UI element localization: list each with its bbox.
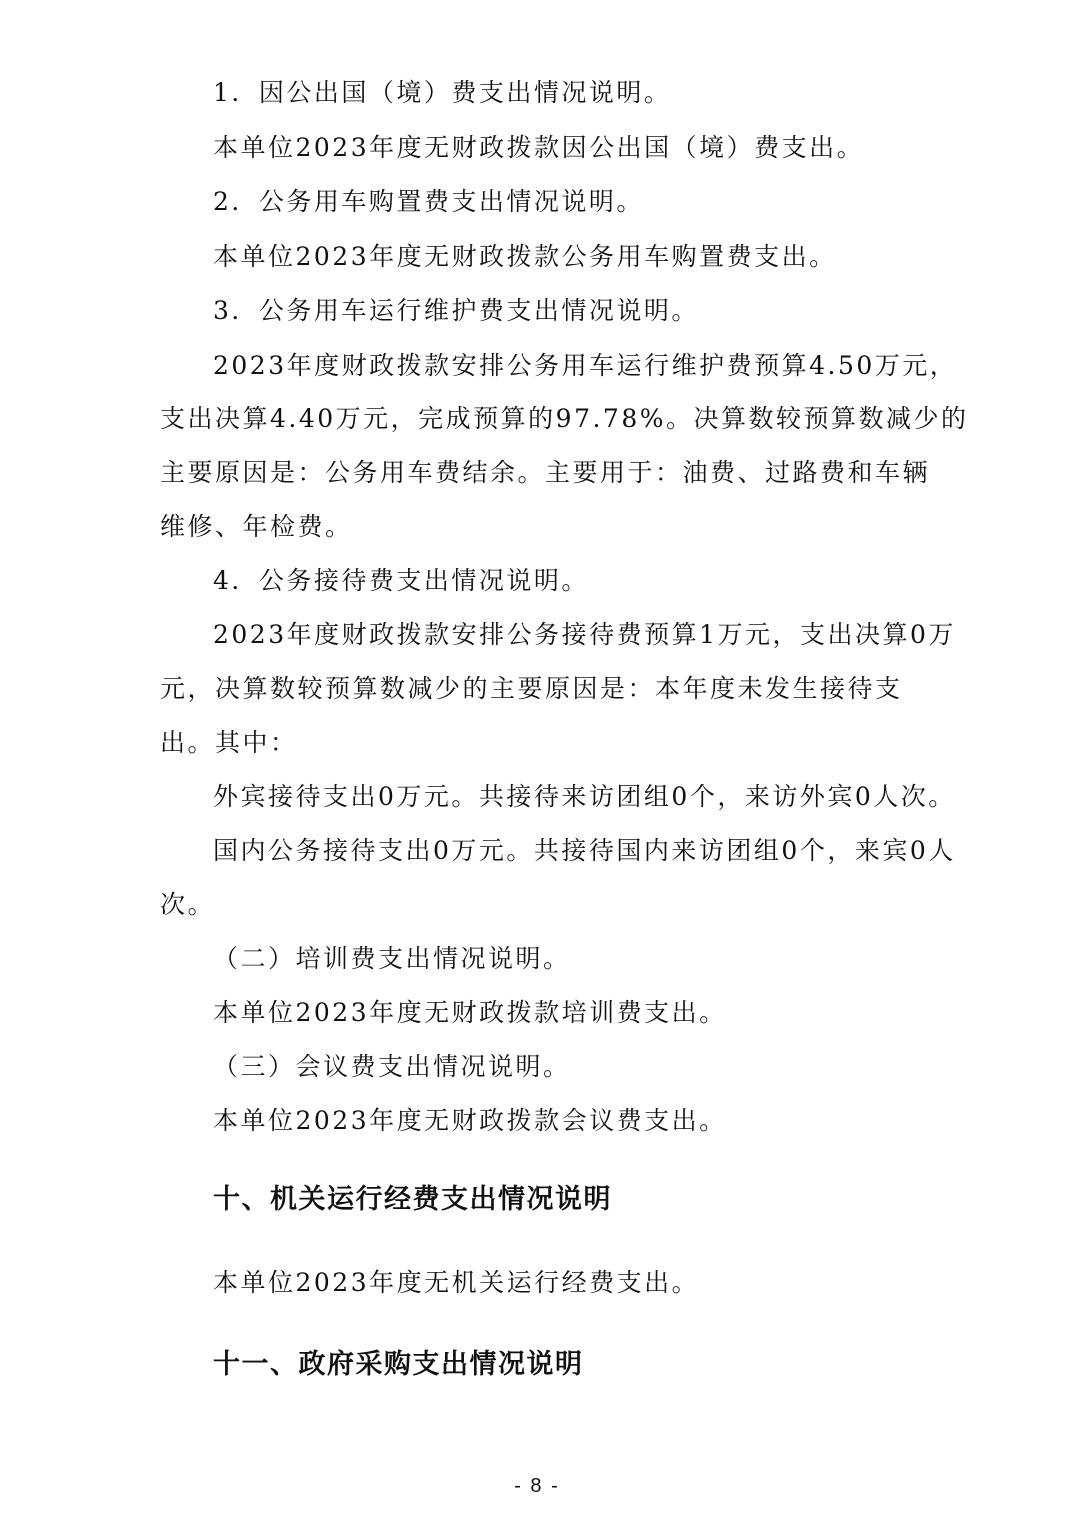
item4-body-line3: 出。其中： bbox=[160, 728, 298, 757]
training-body: 本单位2023年度无财政拨款培训费支出。 bbox=[213, 998, 727, 1027]
section10-heading: 十、机关运行经费支出情况说明 bbox=[213, 1184, 612, 1215]
section11-heading: 十一、政府采购支出情况说明 bbox=[213, 1349, 584, 1380]
page-number: - 8 - bbox=[514, 1475, 560, 1497]
item1-title: 1．因公出国（境）费支出情况说明。 bbox=[213, 78, 672, 107]
item3-body-line1: 2023年度财政拨款安排公务用车运行维护费预算4.50万元， bbox=[213, 351, 958, 380]
item4-body-line2: 元，决算数较预算数减少的主要原因是：本年度未发生接待支 bbox=[160, 674, 903, 703]
section10-body: 本单位2023年度无机关运行经费支出。 bbox=[213, 1268, 700, 1297]
item3-title: 3．公务用车运行维护费支出情况说明。 bbox=[213, 296, 699, 325]
item3-body-line3: 主要原因是：公务用车费结余。主要用于：油费、过路费和车辆 bbox=[160, 458, 931, 487]
item4-title: 4．公务接待费支出情况说明。 bbox=[213, 566, 589, 595]
meeting-title: （三）会议费支出情况说明。 bbox=[213, 1052, 571, 1081]
item4-body-line1: 2023年度财政拨款安排公务接待费预算1万元，支出决算0万 bbox=[213, 620, 956, 649]
item3-body-line2: 支出决算4.40万元，完成预算的97.78%。决算数较预算数减少的 bbox=[160, 404, 969, 433]
item1-body: 本单位2023年度无财政拨款因公出国（境）费支出。 bbox=[213, 133, 865, 162]
domestic-reception-line1: 国内公务接待支出0万元。共接待国内来访团组0个，来宾0人 bbox=[213, 836, 956, 865]
meeting-body: 本单位2023年度无财政拨款会议费支出。 bbox=[213, 1106, 727, 1135]
item2-title: 2．公务用车购置费支出情况说明。 bbox=[213, 187, 644, 216]
item3-body-line4: 维修、年检费。 bbox=[160, 512, 353, 541]
foreign-reception-text: 外宾接待支出0万元。共接待来访团组0个，来访外宾0人次。 bbox=[213, 782, 956, 811]
training-title: （二）培训费支出情况说明。 bbox=[213, 944, 571, 973]
item2-body: 本单位2023年度无财政拨款公务用车购置费支出。 bbox=[213, 242, 837, 271]
domestic-reception-line2: 次。 bbox=[160, 890, 216, 919]
